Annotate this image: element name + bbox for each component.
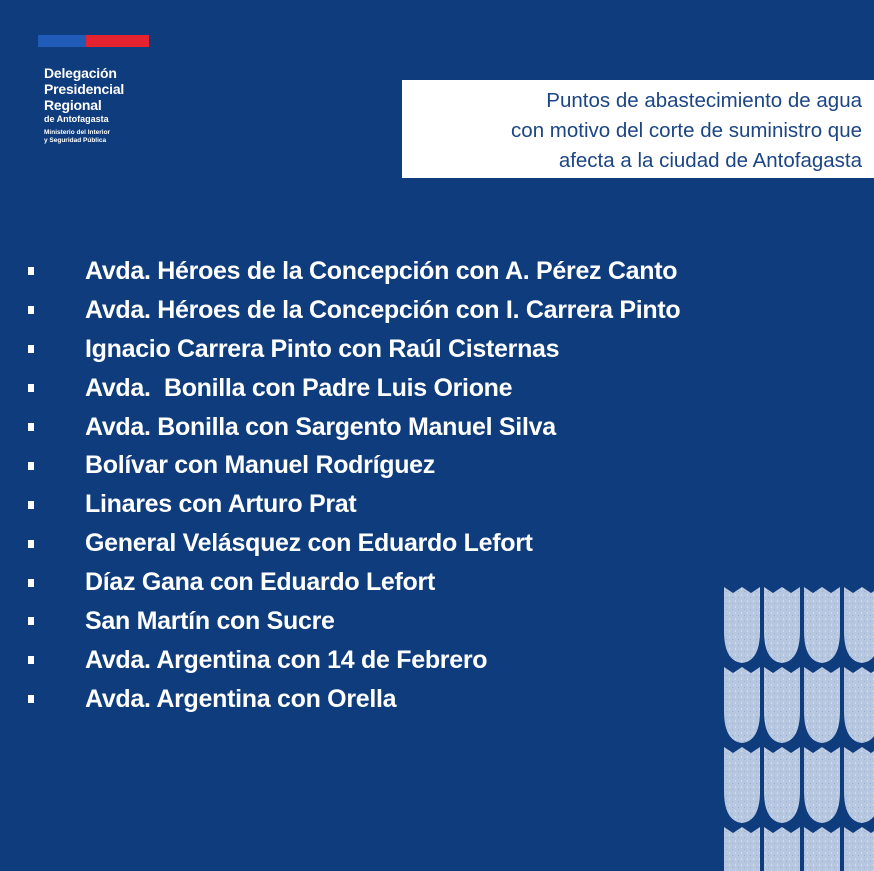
list-item — [28, 291, 680, 330]
tulip-shape — [804, 747, 840, 823]
list-item — [28, 524, 680, 563]
bullet-icon — [28, 345, 34, 353]
list-item-text: Avda. Argentina con 14 de Febrero — [85, 645, 488, 674]
tulip-shape — [764, 747, 800, 823]
flag-bar-red — [86, 35, 149, 47]
logo-line-3: Regional — [44, 97, 102, 113]
tulip-shape — [764, 667, 800, 743]
tulip-shape — [804, 827, 840, 871]
list-item-text: Díaz Gana con Eduardo Lefort — [85, 568, 435, 597]
tulip-shape — [804, 587, 840, 663]
bullet-icon — [28, 384, 34, 392]
bullet-icon — [28, 579, 34, 587]
bullet-icon — [28, 423, 34, 431]
copihue-flower-pattern — [722, 587, 874, 871]
tulip-shape — [844, 827, 874, 871]
list-item — [28, 680, 680, 719]
list-item — [28, 369, 680, 408]
logo-line-1: Delegación — [44, 65, 117, 81]
tulip-shape — [764, 827, 800, 871]
tulip-shape — [724, 747, 760, 823]
list-item — [28, 252, 680, 291]
list-item-text: San Martín con Sucre — [85, 606, 335, 635]
institution-logo — [44, 65, 174, 145]
title-line-3: afecta a la ciudad de Antofagasta — [558, 149, 862, 172]
title-line-2: con motivo del corte de suministro que — [511, 119, 862, 142]
bullet-icon — [28, 695, 34, 703]
logo-ministry-2: y Seguridad Pública — [44, 137, 107, 144]
list-item-text: Avda. Bonilla con Padre Luis Orione — [85, 373, 513, 402]
logo-region: de Antofagasta — [44, 114, 109, 124]
title-box — [402, 80, 874, 178]
bullet-icon — [28, 267, 34, 275]
list-item-text: Avda. Bonilla con Sargento Manuel Silva — [85, 412, 556, 441]
tulip-shape — [724, 667, 760, 743]
list-item — [28, 563, 680, 602]
list-item — [28, 330, 680, 369]
list-item — [28, 485, 680, 524]
list-item — [28, 602, 680, 641]
list-item-text: Linares con Arturo Prat — [85, 490, 357, 519]
list-item-text: Ignacio Carrera Pinto con Raúl Cisternas — [85, 334, 560, 363]
bullet-icon — [28, 306, 34, 314]
bullet-icon — [28, 540, 34, 548]
supply-points-list — [28, 252, 680, 719]
list-item — [28, 641, 680, 680]
bullet-icon — [28, 617, 34, 625]
list-item-text: Bolívar con Manuel Rodríguez — [85, 451, 435, 480]
flag-bar — [38, 35, 149, 47]
tulip-shape — [804, 667, 840, 743]
tulip-shape — [724, 587, 760, 663]
list-item — [28, 446, 680, 485]
logo-ministry-1: Ministerio del Interior — [44, 129, 111, 136]
flag-bar-blue — [38, 35, 86, 47]
bullet-icon — [28, 462, 34, 470]
list-item-text: Avda. Héroes de la Concepción con A. Pérez Canto — [85, 256, 678, 285]
tulip-shape — [844, 587, 874, 663]
bullet-icon — [28, 501, 34, 509]
tulip-shape — [844, 667, 874, 743]
tulip-shape — [844, 747, 874, 823]
list-item — [28, 408, 680, 447]
bullet-icon — [28, 656, 34, 664]
list-item-text: Avda. Héroes de la Concepción con I. Carrera Pinto — [85, 295, 681, 324]
list-item-text: General Velásquez con Eduardo Lefort — [85, 529, 533, 558]
tulip-shape — [764, 587, 800, 663]
title-line-1: Puntos de abastecimiento de agua — [546, 89, 862, 112]
list-item-text: Avda. Argentina con Orella — [85, 684, 397, 713]
tulip-shape — [724, 827, 760, 871]
logo-line-2: Presidencial — [44, 81, 125, 97]
